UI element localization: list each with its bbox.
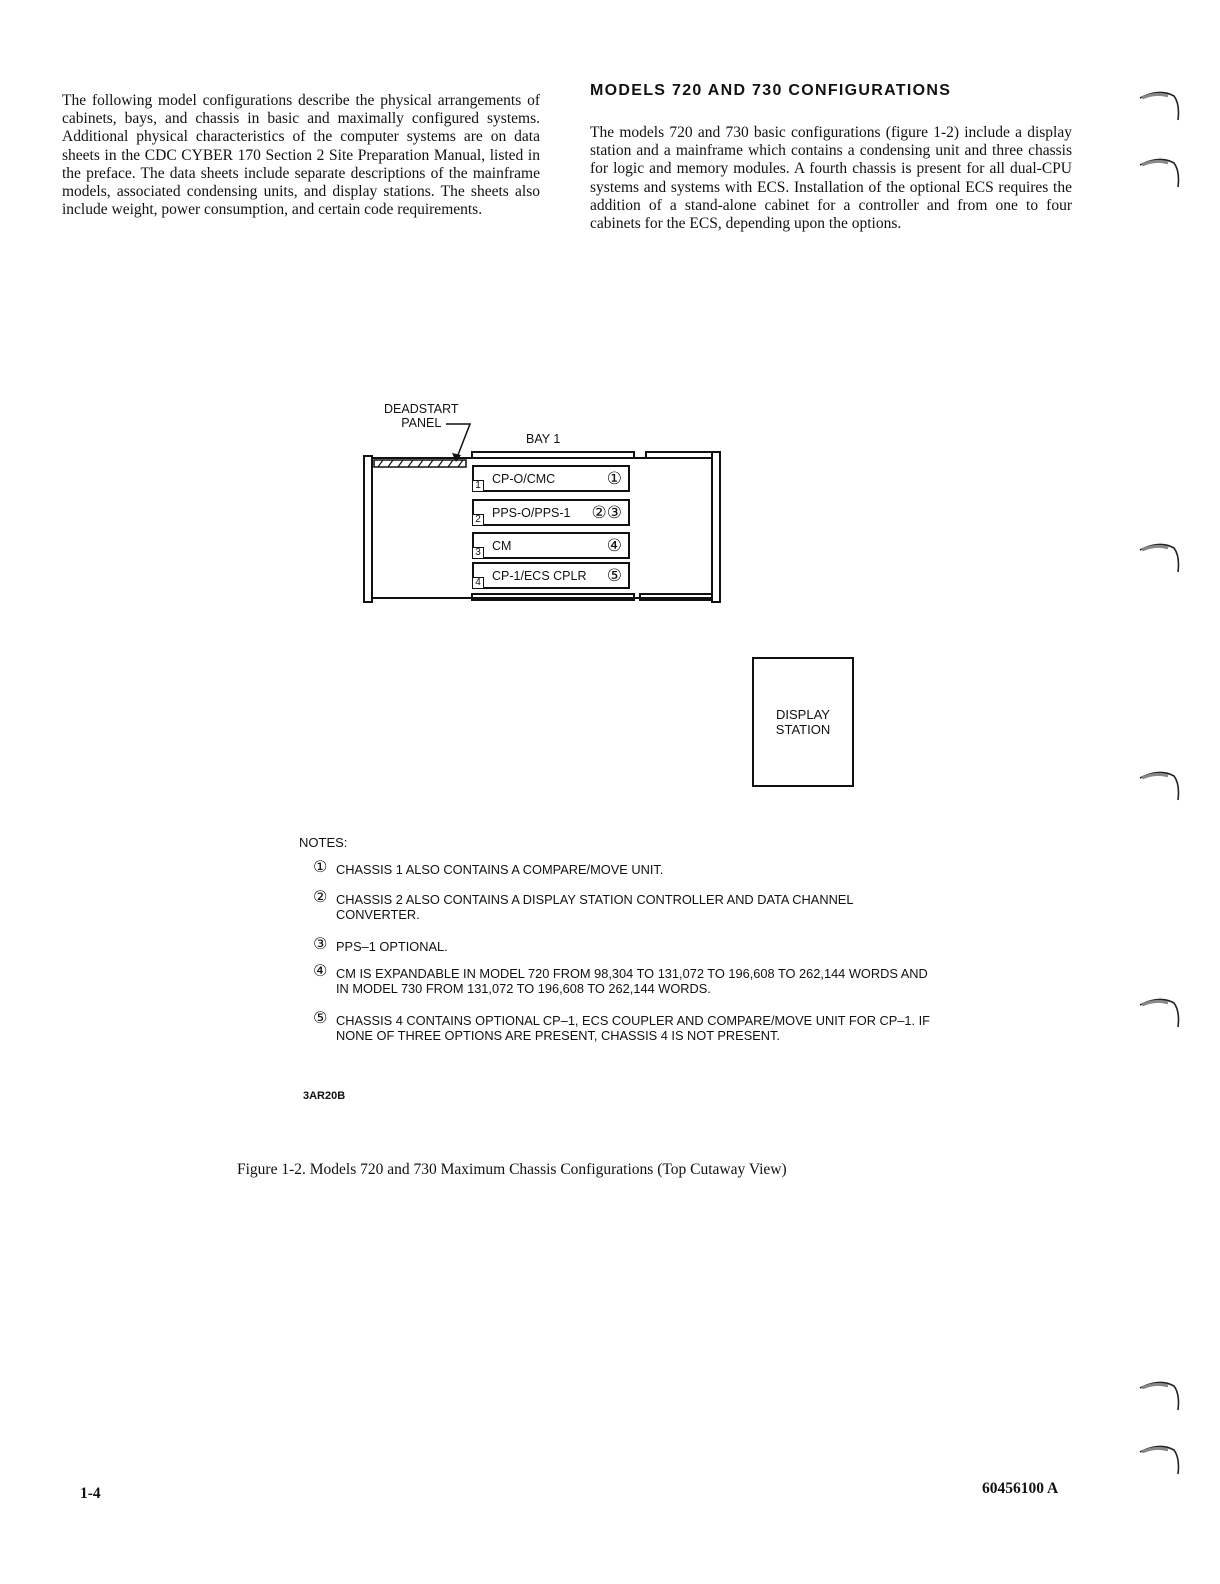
deadstart-label-line2: PANEL xyxy=(401,416,442,430)
display-station-box xyxy=(752,657,854,787)
binder-mark-icon xyxy=(1138,768,1184,804)
chassis-3 xyxy=(472,532,630,559)
chassis-number: 4 xyxy=(472,577,484,589)
binder-mark-icon xyxy=(1138,1378,1184,1414)
note-item xyxy=(313,963,933,996)
chassis-4 xyxy=(472,562,630,589)
chassis-number: 1 xyxy=(472,480,484,492)
figure-code: 3AR20B xyxy=(303,1090,346,1102)
binder-mark-icon xyxy=(1138,1442,1184,1478)
note-marker: ③ xyxy=(313,936,328,953)
deadstart-panel-label xyxy=(384,402,459,430)
page-number: 1-4 xyxy=(80,1485,101,1502)
figure-caption: Figure 1-2. Models 720 and 730 Maximum Chassis Configurations (Top Cutaway View) xyxy=(237,1161,787,1178)
chassis-note-refs: ⑤ xyxy=(606,566,622,585)
display-label-line1: DISPLAY xyxy=(776,707,830,722)
bay-label: BAY 1 xyxy=(526,432,561,446)
binder-mark-icon xyxy=(1138,995,1184,1031)
display-label-line2: STATION xyxy=(775,722,831,737)
chassis-1 xyxy=(472,465,630,492)
binder-mark-icon xyxy=(1138,155,1184,191)
chassis-name: PPS-O/PPS-1 xyxy=(492,506,571,520)
chassis-note-refs: ① xyxy=(606,469,622,488)
note-item xyxy=(313,1010,933,1043)
note-marker: ⑤ xyxy=(313,1010,328,1027)
note-marker: ② xyxy=(313,889,328,906)
section-paragraph: The models 720 and 730 basic configurations (figure 1-2) include a display station and a mainframe which contains a condensing unit and three chassis for logic and memory modules. A fourth chassis is present for all dual-CPU systems and systems with ECS. Installation of the optional ECS requires the addition of a stand-alone cabinet for a controller and from one to four cabinets for the ECS, depending upon the options. xyxy=(590,124,1072,233)
note-text: PPS–1 OPTIONAL. xyxy=(336,939,448,954)
intro-paragraph: The following model configurations describe the physical arrangements of cabinets, bays, and chassis in basic and maximally configured systems. Additional physical characteristics of the computer systems are on data sheets in the CDC CYBER 170 Section 2 Site Preparation Manual, listed in the preface. The data sheets include separate descriptions of the mainframe models, associated condensing units, and display stations. The sheets also include weight, power consumption, and certain code requirements. xyxy=(62,92,540,219)
chassis-note-refs: ④ xyxy=(606,536,622,555)
chassis-name: CP-1/ECS CPLR xyxy=(492,569,587,583)
note-marker: ① xyxy=(313,859,328,876)
deadstart-label-line1: DEADSTART xyxy=(384,402,459,416)
chassis-diagram xyxy=(360,398,730,608)
display-station-label xyxy=(754,707,852,737)
document-number: 60456100 A xyxy=(982,1480,1059,1497)
binder-mark-icon xyxy=(1138,540,1184,576)
note-text: CHASSIS 4 CONTAINS OPTIONAL CP–1, ECS COUPLER AND COMPARE/MOVE UNIT FOR CP–1. IF NONE OF THREE OPTIONS ARE PRESENT, CHASSIS 4 IS NOT PRESENT. xyxy=(336,1013,930,1043)
note-marker: ④ xyxy=(313,963,328,980)
chassis-note-refs: ②③ xyxy=(591,503,622,522)
note-text: CM IS EXPANDABLE IN MODEL 720 FROM 98,304 TO 131,072 TO 196,608 TO 262,144 WORDS AND IN MODEL 730 FROM 131,072 TO 196,608 TO 262,144 WORDS. xyxy=(336,966,928,996)
note-item xyxy=(313,936,933,954)
note-item xyxy=(313,889,933,922)
notes-heading: NOTES: xyxy=(299,835,348,850)
note-text: CHASSIS 1 ALSO CONTAINS A COMPARE/MOVE UNIT. xyxy=(336,862,664,877)
chassis-number: 3 xyxy=(472,547,484,559)
note-item xyxy=(313,859,933,877)
section-heading: MODELS 720 AND 730 CONFIGURATIONS xyxy=(590,82,952,99)
chassis-2 xyxy=(472,499,630,526)
note-text: CHASSIS 2 ALSO CONTAINS A DISPLAY STATION CONTROLLER AND DATA CHANNEL CONVERTER. xyxy=(336,892,853,922)
binder-mark-icon xyxy=(1138,88,1184,124)
chassis-number: 2 xyxy=(472,514,484,526)
chassis-name: CM xyxy=(492,539,512,553)
chassis-name: CP-O/CMC xyxy=(492,472,556,486)
